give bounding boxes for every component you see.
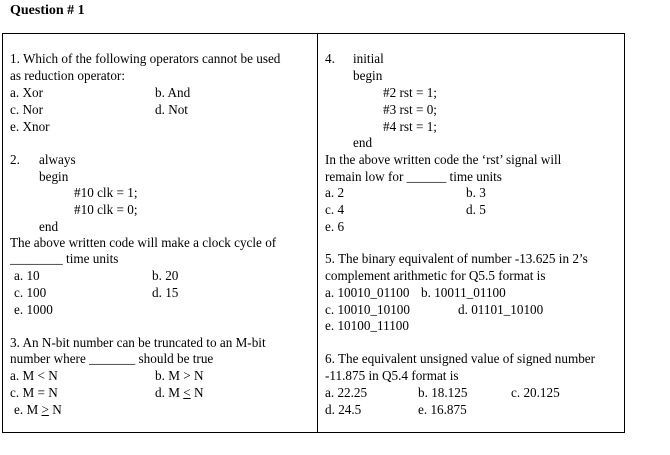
q1-stem-line2: as reduction operator: bbox=[10, 68, 125, 83]
q2-option-b: b. 20 bbox=[152, 268, 179, 283]
q4-code-line5: #4 rst = 1; bbox=[383, 119, 437, 134]
q2-blank: ________ bbox=[10, 251, 63, 266]
q2-option-d: d. 15 bbox=[152, 285, 179, 300]
q3-option-e-pre: e. M bbox=[14, 402, 42, 417]
q1-stem-line1: 1. Which of the following operators cannot be used bbox=[10, 51, 281, 66]
q3-option-e-post: N bbox=[48, 402, 62, 417]
q3-option-d-post: N bbox=[190, 385, 204, 400]
q3-option-d bbox=[155, 385, 203, 402]
q4-option-d: d. 5 bbox=[466, 202, 486, 217]
q2-option-a: a. 10 bbox=[14, 268, 40, 283]
q5-option-b: b. 10011_01100 bbox=[421, 285, 506, 300]
q5-option-d: d. 01101_10100 bbox=[458, 302, 544, 317]
q1-option-d: d. Not bbox=[155, 102, 188, 117]
q4-code-line3: #2 rst = 1; bbox=[383, 85, 437, 100]
q4-stem-line2-pre: remain low for bbox=[325, 169, 407, 184]
q4-code-line1: initial bbox=[353, 51, 384, 66]
q4-code-line6: end bbox=[353, 135, 373, 150]
q3-stem-line2-post: should be true bbox=[135, 351, 214, 366]
q3-option-b: b. M > N bbox=[155, 368, 204, 383]
q2-code-line4: #10 clk = 0; bbox=[74, 202, 138, 217]
q3-option-e-symbol: > bbox=[41, 402, 49, 417]
q2-stem-line1: The above written code will make a clock cycle of bbox=[10, 235, 277, 250]
q1-option-b: b. And bbox=[155, 85, 191, 100]
q5-option-c: c. 10010_10100 bbox=[325, 302, 410, 317]
q3-blank: _______ bbox=[89, 351, 136, 366]
q2-code-line5: end bbox=[39, 219, 59, 234]
q3-option-d-symbol: < bbox=[183, 385, 191, 400]
q4-stem-line2-post: time units bbox=[446, 169, 502, 184]
q2-number: 2. bbox=[10, 152, 20, 167]
q6-option-c: c. 20.125 bbox=[511, 385, 560, 400]
q3-option-d-pre: d. M bbox=[155, 385, 184, 400]
q5-option-e: e. 10100_11100 bbox=[325, 318, 409, 333]
page-title: Question # 1 bbox=[10, 3, 85, 18]
q6-option-d: d. 24.5 bbox=[325, 402, 362, 417]
q4-option-e: e. 6 bbox=[325, 219, 345, 234]
q6-stem-line2: -11.875 in Q5.4 format is bbox=[325, 368, 459, 383]
q2-stem-line2-text: time units bbox=[62, 251, 119, 266]
q2-code-line1: always bbox=[39, 152, 76, 167]
q3-stem-line2 bbox=[10, 351, 213, 368]
q4-code-line4: #3 rst = 0; bbox=[383, 102, 437, 117]
q5-stem-line1: 5. The binary equivalent of number -13.625 in 2’s bbox=[325, 251, 588, 266]
q4-stem-line2 bbox=[325, 169, 502, 186]
q3-stem-line2-pre: number where bbox=[10, 351, 90, 366]
column-divider bbox=[317, 33, 318, 433]
q4-code-line2: begin bbox=[353, 68, 383, 83]
q5-option-a: a. 10010_01100 bbox=[325, 285, 410, 300]
q4-number: 4. bbox=[325, 51, 335, 66]
q4-blank: ______ bbox=[406, 169, 447, 184]
q1-option-e: e. Xnor bbox=[10, 119, 50, 134]
q1-option-c: c. Nor bbox=[10, 102, 43, 117]
q6-option-a: a. 22.25 bbox=[325, 385, 368, 400]
question-table bbox=[2, 33, 625, 433]
q5-stem-line2: complement arithmetic for Q5.5 format is bbox=[325, 268, 546, 283]
q6-stem-line1: 6. The equivalent unsigned value of signed number bbox=[325, 351, 596, 366]
q2-code-line2: begin bbox=[39, 169, 69, 184]
q4-stem-line1: In the above written code the ‘rst’ signal will bbox=[325, 152, 562, 167]
q4-option-a: a. 2 bbox=[325, 185, 345, 200]
q2-option-e: e. 1000 bbox=[14, 302, 53, 317]
q4-option-c: c. 4 bbox=[325, 202, 345, 217]
q3-option-c: c. M = N bbox=[10, 385, 58, 400]
q3-stem-line1: 3. An N-bit number can be truncated to an M-bit bbox=[10, 335, 266, 350]
q4-option-b: b. 3 bbox=[466, 185, 486, 200]
q1-option-a: a. Xor bbox=[10, 85, 43, 100]
q6-option-e: e. 16.875 bbox=[418, 402, 467, 417]
q2-stem-line2 bbox=[10, 251, 118, 268]
q2-option-c: c. 100 bbox=[14, 285, 47, 300]
q2-code-line3: #10 clk = 1; bbox=[74, 185, 138, 200]
q3-option-a: a. M < N bbox=[10, 368, 58, 383]
q6-option-b: b. 18.125 bbox=[418, 385, 468, 400]
q3-option-e bbox=[14, 402, 62, 419]
